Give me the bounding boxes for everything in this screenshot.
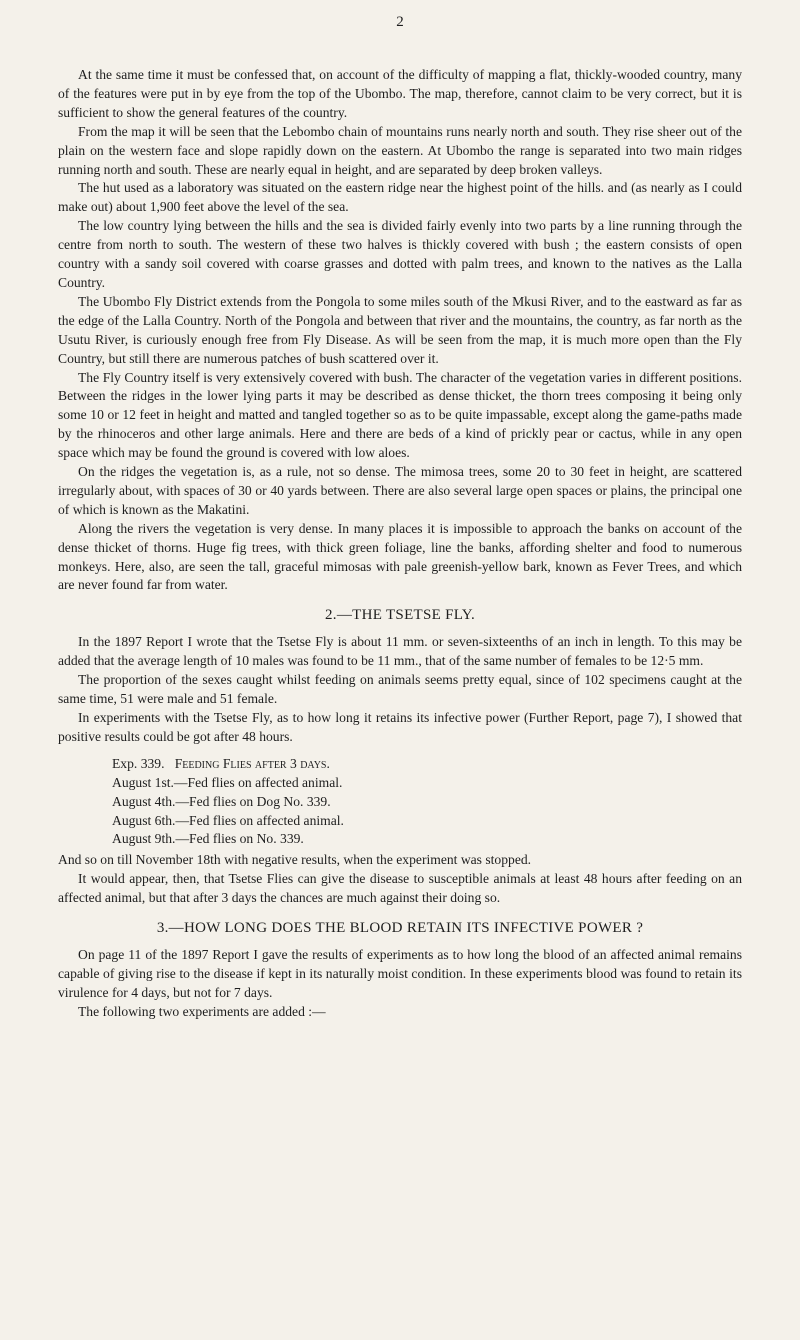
experiment-entry: August 4th.—Fed flies on Dog No. 339. [112, 793, 331, 809]
section-tsetse-fly [58, 607, 742, 908]
paragraph: The Ubombo Fly District extends from the Pongola to some miles south of the Mkusi River, and to the eastward as far as the edge of the Lalla Country. North of the Pongola and between that river and the mountains, the country, as far north as the Usutu River, is curiously enough free from Fly Disease. As will be seen from the map, it is much more open than the Fly Country, but still there are numerous patches of bush scattered over it. [58, 293, 742, 366]
experiment-number: Exp. 339. [112, 755, 165, 771]
paragraph: From the map it will be seen that the Lebombo chain of mountains runs nearly north and south. They rise sheer out of the plain on the western face and slope rapidly down on the eastern. At Ubombo the range is separated into two main ridges running north and south. These are nearly equal in height, and are separated by deep broken valleys. [58, 123, 742, 177]
paragraph: At the same time it must be confessed that, on account of the difficulty of mapping a flat, thickly-wooded country, many of the features were put in by eye from the top of the Ubombo. The map, therefore, cannot claim to be very correct, but it is sufficient to show the general features of the country. [58, 67, 742, 120]
section-heading: 3.—HOW LONG DOES THE BLOOD RETAIN ITS INFECTIVE POWER ? [156, 920, 644, 937]
paragraph: The Fly Country itself is very extensively covered with bush. The character of the vegetation varies in different positions. Between the ridges in the lower lying parts it may be described as dense thicket, the thorn trees composing it being only some 10 or 12 feet in height and matted and tangled together so as to be quite impassable, except along the game-paths made by the rhinoceros and other large animals. Here and there are beds of a kind of prickly pear or cactus, while in any open space which may be found the ground is covered with low aloes. [58, 369, 742, 461]
paragraph: The low country lying between the hills and the sea is divided fairly evenly into two parts by a line running through the centre from north to south. The western of these two halves is thickly covered with bush ; the eastern consists of open country with a sandy soil covered with coarse grasses and dotted with palm trees, and known to the natives as the Lalla Country. [58, 218, 742, 290]
section-country [58, 66, 742, 595]
page-number: 2 [396, 14, 404, 30]
paragraph: In experiments with the Tsetse Fly, as to how long it retains its infective power (Further Report, page 7), I showed that positive results could be got after 48 hours. [58, 710, 742, 744]
paragraph: The proportion of the sexes caught whilst feeding on animals seems pretty equal, since of 102 specimens caught at the same time, 51 were male and 51 female. [58, 672, 742, 707]
paragraph: In the 1897 Report I wrote that the Tsetse Fly is about 11 mm. or seven-sixteenths of an inch in length. To this may be added that the average length of 10 males was found to be 11 mm., that of the same number of females to be 12·5 mm. [58, 634, 742, 669]
paragraph: The following two experiments are added :— [78, 1003, 326, 1019]
paragraph: On the ridges the vegetation is, as a rule, not so dense. The mimosa trees, some 20 to 30 feet in height, are scattered irregularly about, with spaces of 30 or 40 yards between. There are also several large open spaces or plains, the principal one of which is known as the Makatini. [58, 464, 742, 517]
experiment-entry: August 6th.—Fed flies on affected animal. [112, 812, 344, 828]
paragraph: The hut used as a laboratory was situated on the eastern ridge near the highest point of the hills. and (as nearly as I could make out) about 1,900 feet above the level of the sea. [58, 180, 742, 215]
experiment-header [112, 755, 742, 774]
experiment-block [58, 755, 742, 850]
section-blood-infective-power [58, 920, 742, 1022]
experiment-title: Feeding Flies after 3 days. [174, 755, 330, 771]
paragraph: On page 11 of the 1897 Report I gave the results of experiments as to how long the blood of an affected animal remains capable of giving rise to the disease if kept in its naturally moist condition. In these experiments blood was found to retain its virulence for 4 days, but not for 7 days. [58, 947, 742, 1000]
paragraph: It would appear, then, that Tsetse Flies can give the disease to susceptible animals at least 48 hours after feeding on an affected animal, but that after 3 days the chances are much against their doing so. [58, 871, 742, 906]
paragraph: And so on till November 18th with negative results, when the experiment was stopped. [58, 852, 532, 868]
experiment-entry: August 9th.—Fed flies on No. 339. [112, 831, 304, 847]
section-heading: 2.—THE TSETSE FLY. [324, 607, 476, 624]
paragraph: Along the rivers the vegetation is very dense. In many places it is impossible to approach the banks on account of the dense thicket of thorns. Huge fig trees, with thick green foliage, line the banks, affording shelter and food to numerous monkeys. Here, also, are seen the tall, graceful mimosas with pale greenish-yellow bark, known as Fever Trees, and which are never found far from water. [58, 520, 742, 593]
experiment-entry: August 1st.—Fed flies on affected animal. [112, 774, 343, 790]
